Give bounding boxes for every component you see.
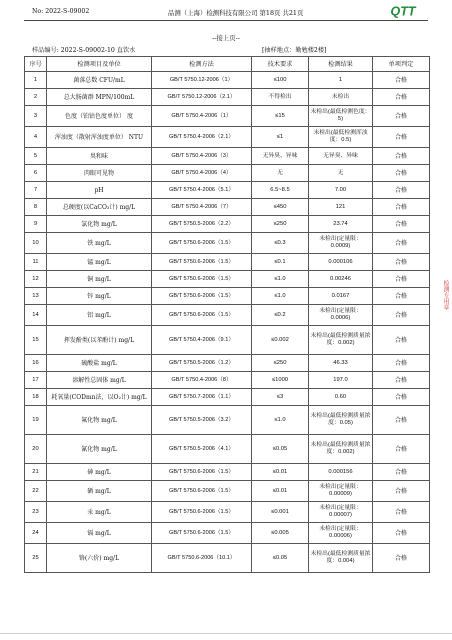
cell-method: GB/T 5750.4-2006（8） — [152, 372, 252, 389]
cell-no: 9 — [25, 216, 47, 233]
cell-judgement: 合格 — [373, 165, 430, 182]
cell-judgement: 合格 — [373, 355, 430, 372]
cell-judgement: 合格 — [373, 199, 430, 216]
cell-method: GB/T 5750.4-2006（3） — [152, 148, 252, 165]
cell-no: 13 — [25, 288, 47, 305]
cell-method: GB/T 5750.6-2006（10.1） — [152, 544, 252, 573]
header-divider — [24, 20, 428, 21]
cell-judgement: 合格 — [373, 464, 430, 481]
cell-judgement: 合格 — [373, 148, 430, 165]
cell-method: GB/T 5750.7-2006（1.1） — [152, 389, 252, 406]
table-row — [25, 216, 430, 233]
cell-judgement: 合格 — [373, 106, 430, 127]
cell-item: 色度（铂钴色度单位） 度 — [47, 106, 152, 127]
col-header-no: 序号 — [25, 57, 47, 72]
cell-no: 4 — [25, 127, 47, 148]
table-row — [25, 435, 430, 464]
cell-requirement: 6.5~8.5 — [252, 182, 309, 199]
cell-requirement: ≤0.001 — [252, 502, 309, 523]
cell-method: GB/T 5750.4-2006（7） — [152, 199, 252, 216]
cell-no: 12 — [25, 271, 47, 288]
cell-requirement: ≤1.0 — [252, 288, 309, 305]
table-row — [25, 254, 430, 271]
cell-method: GB/T 5750.4-2006（2.1） — [152, 127, 252, 148]
cell-judgement: 合格 — [373, 182, 430, 199]
cell-result: 未检出(最低检测质量浓度：0.004) — [309, 544, 373, 573]
cell-judgement: 合格 — [373, 389, 430, 406]
cell-requirement: ≤0.3 — [252, 233, 309, 254]
cell-result: 23.74 — [309, 216, 373, 233]
cell-judgement: 合格 — [373, 254, 430, 271]
cell-requirement: ≤450 — [252, 199, 309, 216]
cell-item: 总硬度(以CaCO₃计) mg/L — [47, 199, 152, 216]
cell-result: 46.33 — [309, 355, 373, 372]
cell-item: 镉 mg/L — [47, 523, 152, 544]
table-row — [25, 326, 430, 355]
table-row — [25, 127, 430, 148]
cell-result: 未检出(定量限：0.0009) — [309, 233, 373, 254]
cell-requirement: ≤3 — [252, 389, 309, 406]
cell-result: 未检出(定量限：0.00009) — [309, 481, 373, 502]
table-row — [25, 106, 430, 127]
results-table — [24, 56, 430, 573]
cell-method: GB/T 5750.4-2006（9.1） — [152, 326, 252, 355]
cell-item: 锌 mg/L — [47, 288, 152, 305]
cell-judgement: 合格 — [373, 435, 430, 464]
cell-method: GB/T 5750.6-2006（1.5） — [152, 502, 252, 523]
cell-result: 0.000106 — [309, 254, 373, 271]
cell-requirement: ≤15 — [252, 106, 309, 127]
cell-requirement: ≤0.05 — [252, 435, 309, 464]
col-header-judgement: 单项判定 — [373, 57, 430, 72]
table-row — [25, 288, 430, 305]
cell-no: 8 — [25, 199, 47, 216]
cell-item: 砷 mg/L — [47, 464, 152, 481]
cell-result: 未检出(定量限：0.00007) — [309, 502, 373, 523]
cell-no: 19 — [25, 406, 47, 435]
cell-item: 硒 mg/L — [47, 481, 152, 502]
cell-result: 0.60 — [309, 389, 373, 406]
site-label: [抽样地点：勤勉楼2楼] — [262, 47, 327, 54]
cell-item: 总大肠菌群 MPN/100mL — [47, 89, 152, 106]
cell-requirement: 不得检出 — [252, 89, 309, 106]
cell-judgement: 合格 — [373, 288, 430, 305]
cell-requirement: ≤0.01 — [252, 464, 309, 481]
company-page-info: 品测（上海）检测科技有限公司 第18页 共21页 — [168, 9, 304, 17]
cell-method: GB/T 5750.6-2006（1.5） — [152, 464, 252, 481]
cell-requirement: ≤250 — [252, 216, 309, 233]
cell-item: 硫酸盐 mg/L — [47, 355, 152, 372]
cell-no: 16 — [25, 355, 47, 372]
cell-item: 铝 mg/L — [47, 305, 152, 326]
cell-item: 挥发酚类(以苯酚计) mg/L — [47, 326, 152, 355]
cell-item: 耗氧量(CODmn法，以O₂计) mg/L — [47, 389, 152, 406]
cell-no: 23 — [25, 502, 47, 523]
cell-requirement: ≤0.002 — [252, 326, 309, 355]
cell-method: GB/T 5750.6-2006（1.5） — [152, 523, 252, 544]
cell-judgement: 合格 — [373, 271, 430, 288]
table-row — [25, 72, 430, 89]
cell-result: 未检出(定量限：0.00006) — [309, 523, 373, 544]
cell-result: 无 — [309, 165, 373, 182]
cell-item: 锰 mg/L — [47, 254, 152, 271]
cell-requirement: 无 — [252, 165, 309, 182]
table-row — [25, 406, 430, 435]
cell-requirement: ≤100 — [252, 72, 309, 89]
cell-result: 未检出 — [309, 89, 373, 106]
table-row — [25, 305, 430, 326]
cell-method: GB/T 5750.6-2006（1.5） — [152, 254, 252, 271]
cell-requirement: ≤1.0 — [252, 406, 309, 435]
cell-method: GB/T 5750.6-2006（1.5） — [152, 305, 252, 326]
report-number: No: 2022-S-09002 — [32, 8, 90, 15]
cell-requirement: ≤0.1 — [252, 254, 309, 271]
table-row — [25, 233, 430, 254]
cell-method: GB/T 5750.12-2006（2.1） — [152, 89, 252, 106]
cell-judgement: 合格 — [373, 89, 430, 106]
table-row — [25, 502, 430, 523]
cell-requirement: ≤1.0 — [252, 271, 309, 288]
cell-no: 14 — [25, 305, 47, 326]
cell-result: 未检出(最低检测色度：5) — [309, 106, 373, 127]
cell-judgement: 合格 — [373, 72, 430, 89]
cell-result: 0.00246 — [309, 271, 373, 288]
cell-judgement: 合格 — [373, 216, 430, 233]
cell-result: 7.00 — [309, 182, 373, 199]
cell-no: 21 — [25, 464, 47, 481]
side-stamp-text: 检测专用章 — [442, 280, 449, 310]
cell-requirement: ≤250 — [252, 355, 309, 372]
cell-no: 2 — [25, 89, 47, 106]
table-header-row — [25, 57, 430, 72]
cell-judgement: 合格 — [373, 406, 430, 435]
cell-method: GB/T 5750.5-2006（2.2） — [152, 216, 252, 233]
cell-requirement: ≤0.2 — [252, 305, 309, 326]
cell-item: 汞 mg/L — [47, 502, 152, 523]
cell-result: 0.000156 — [309, 464, 373, 481]
table-row — [25, 148, 430, 165]
cell-judgement: 合格 — [373, 544, 430, 573]
cell-method: GB/T 5750.5-2006（4.1） — [152, 435, 252, 464]
cell-no: 22 — [25, 481, 47, 502]
table-row — [25, 464, 430, 481]
cell-item: 氟化物 mg/L — [47, 406, 152, 435]
cell-method: GB/T 5750.4-2006（4） — [152, 165, 252, 182]
cell-no: 1 — [25, 72, 47, 89]
col-header-result: 检测结果 — [309, 57, 373, 72]
cell-judgement: 合格 — [373, 502, 430, 523]
table-row — [25, 481, 430, 502]
cell-judgement: 合格 — [373, 523, 430, 544]
cell-judgement: 合格 — [373, 481, 430, 502]
cell-requirement: ≤1 — [252, 127, 309, 148]
cell-item: 氰化物 mg/L — [47, 435, 152, 464]
cell-no: 5 — [25, 148, 47, 165]
cell-no: 15 — [25, 326, 47, 355]
cell-result: 无异臭、异味 — [309, 148, 373, 165]
cell-item: 浑浊度（散射浑浊度单位） NTU — [47, 127, 152, 148]
cell-result: 未检出(最低检测质量浓度：0.05) — [309, 406, 373, 435]
cell-method: GB/T 5750.5-2006（3.2） — [152, 406, 252, 435]
cell-method: GB/T 5750.4-2006（5.1） — [152, 182, 252, 199]
table-row — [25, 89, 430, 106]
cell-no: 11 — [25, 254, 47, 271]
cell-judgement: 合格 — [373, 233, 430, 254]
table-row — [25, 389, 430, 406]
cell-result: 197.0 — [309, 372, 373, 389]
continued-note: --接上页-- — [212, 34, 240, 42]
cell-no: 7 — [25, 182, 47, 199]
cell-requirement: ≤0.05 — [252, 544, 309, 573]
bottom-divider — [0, 633, 452, 634]
cell-no: 18 — [25, 389, 47, 406]
cell-result: 未检出(最低检测质量浓度：0.002) — [309, 326, 373, 355]
table-row — [25, 199, 430, 216]
cell-item: 臭和味 — [47, 148, 152, 165]
cell-no: 3 — [25, 106, 47, 127]
cell-item: 肉眼可见物 — [47, 165, 152, 182]
cell-no: 10 — [25, 233, 47, 254]
cell-requirement: ≤1000 — [252, 372, 309, 389]
table-row — [25, 544, 430, 573]
cell-result: 未检出(定量限：0.0006) — [309, 305, 373, 326]
table-row — [25, 271, 430, 288]
cell-method: GB/T 5750.5-2006（1.2） — [152, 355, 252, 372]
cell-judgement: 合格 — [373, 305, 430, 326]
cell-item: 铬(六价) mg/L — [47, 544, 152, 573]
company-logo — [380, 4, 426, 18]
cell-no: 6 — [25, 165, 47, 182]
table-row — [25, 355, 430, 372]
cell-item: 铜 mg/L — [47, 271, 152, 288]
table-row — [25, 523, 430, 544]
cell-no: 24 — [25, 523, 47, 544]
col-header-requirement: 技术要求 — [252, 57, 309, 72]
cell-method: GB/T 5750.12-2006（1） — [152, 72, 252, 89]
cell-judgement: 合格 — [373, 326, 430, 355]
cell-result: 未检出(最低检测质量浓度：0.002) — [309, 435, 373, 464]
cell-result: 121 — [309, 199, 373, 216]
cell-method: GB/T 5750.6-2006（1.5） — [152, 288, 252, 305]
cell-method: GB/T 5750.6-2006（1.5） — [152, 481, 252, 502]
cell-requirement: ≤0.005 — [252, 523, 309, 544]
cell-result: 0.0167 — [309, 288, 373, 305]
cell-method: GB/T 5750.6-2006（1.5） — [152, 233, 252, 254]
table-body — [25, 72, 430, 573]
cell-no: 20 — [25, 435, 47, 464]
sample-label: 样品编号: 2022-S-09002-10 直饮水 — [32, 47, 136, 54]
cell-result: 1 — [309, 72, 373, 89]
cell-no: 25 — [25, 544, 47, 573]
cell-item: 铁 mg/L — [47, 233, 152, 254]
cell-item: 溶解性总固体 mg/L — [47, 372, 152, 389]
table-row — [25, 165, 430, 182]
cell-item: pH — [47, 182, 152, 199]
cell-requirement: 无异臭、异味 — [252, 148, 309, 165]
cell-result: 未检出(最低检测浑浊度：0.5) — [309, 127, 373, 148]
cell-item: 菌落总数 CFU/mL — [47, 72, 152, 89]
cell-method: GB/T 5750.4-2006（1） — [152, 106, 252, 127]
cell-item: 氯化物 mg/L — [47, 216, 152, 233]
col-header-method: 检测方法 — [152, 57, 252, 72]
table-row — [25, 182, 430, 199]
table-row — [25, 372, 430, 389]
cell-requirement: ≤0.01 — [252, 481, 309, 502]
cell-method: GB/T 5750.6-2006（1.5） — [152, 271, 252, 288]
logo-text: QTT — [390, 4, 416, 18]
col-header-item: 检测项目及单位 — [47, 57, 152, 72]
cell-judgement: 合格 — [373, 127, 430, 148]
cell-no: 17 — [25, 372, 47, 389]
cell-judgement: 合格 — [373, 372, 430, 389]
